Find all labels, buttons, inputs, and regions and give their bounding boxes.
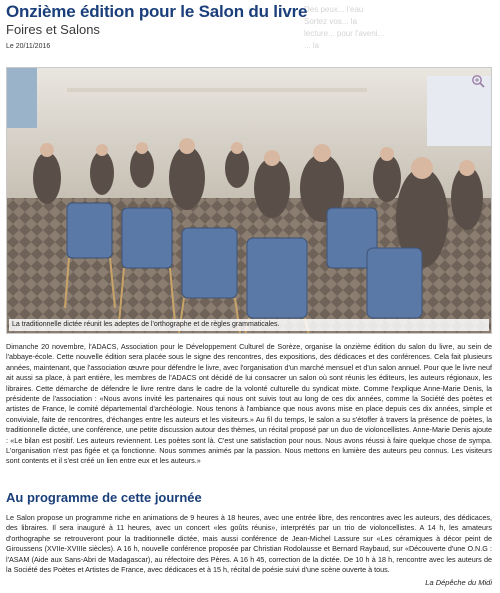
article-photo — [6, 67, 492, 334]
section-body: Le Salon propose un programme riche en animations de 9 heures à 18 heures, avec une entrée libre, des rencontres avec les auteurs, des dédicaces, des libraires. Il sera inauguré à 11 heures, avec un concert «les goûts réunis», interprétés par un trio de violoncellistes. A 14 h, les amateurs d'orthographe se retrouveront pour la traditionnelle dictée, mais aussi conférence de Jean-Michel Lassure sur «Les céramiques à décor peint de Giroussens (XVIIe-XVIIIe siècles). A 16 h, nouvelle conférence proposée par Christian Rodolausse et Bernard Raybaud, sur «Découverte d'une O.N.G : l'ASAM (Aide aux Sans-Abri de Madagascar), au réfectoire des Pères. A 16 h 45, correction de la dictée. De 10 h à 18 h, rencontre avec les auteurs de la Société des Poètes et Artistes de France, avec dédicaces et à 15 h, récital de poésie suivi d'une scène ouverte à tous. — [6, 513, 492, 575]
article-rubric: Foires et Salons — [6, 22, 100, 37]
ghost-line: Sortez vos... la — [304, 17, 357, 26]
photo-illustration — [7, 68, 492, 334]
background-ghost-text — [304, 4, 484, 58]
source-credit: La Dépêche du Midi — [425, 578, 492, 587]
ghost-line: lecture... pour l'aveni... — [304, 29, 385, 38]
section-title: Au programme de cette journée — [6, 490, 202, 505]
magnifier-plus-icon[interactable] — [471, 74, 485, 88]
article-date: Le 20/11/2016 — [6, 43, 51, 50]
article-headline: Onzième édition pour le Salon du livre — [6, 2, 308, 21]
photo-caption: La traditionnelle dictée réunit les adeptes de l'orthographe et de règles grammaticales. — [9, 319, 489, 331]
article-body: Dimanche 20 novembre, l'ADACS, Association pour le Développement Culturel de Sorèze, organise la onzième édition du salon du livre, au sein de l'abbaye-école. Cette nouvelle édition sera placée sous le signe des rencontres, des expositions, des dédicaces et des conférences. Cela fait plusieurs années, maintenant, que l'association œuvre pour défendre le livre, avec l'organisation d'un marché mensuel et d'un salon annuel. Pour que le livre neuf ait aussi sa place, à part entière, les membres de l'ADACS ont décidé de lui consacrer un salon où sont réunis les éditeurs, les auteurs régionaux, les libraires. Cette démarche de défendre le livre rentre dans le cadre de la volonté culturelle du syndicat mixte. Comme l'explique Anne-Marie Denis, la présidente de l'association : «Nous avons invité les partenaires qui nous ont suivis tout au long de ces dix années, comme la Société des poètes et artistes de France, le comité départemental d'archéologie. Nous tenons à l'ambiance que nous avons mise en place depuis ces dix années, simple et conviviale, faite de rencontres, d'échanges entre les auteurs et les visiteurs.» Au fil du temps, le salon a su s'étoffer à travers la présence de poètes, la traditionnelle dictée, une conférence, une petite discussion autour des thèmes, un récital proposé par un duo de violoncellistes. Anne-Marie Denis ajoute : «Le bilan est positif. Les auteurs reviennent. Les poètes sont là. C'est une satisfaction pour nous. Nous avons réussi à faire quelque chose de sympa. L'organisation n'est pas figée et ça fonctionne. Nous sommes animés par la passion. Nous mettons en lumière des auteurs peu connus. Les visiteurs sont contents et il s'est créé un lien entre eux et les auteurs.» — [6, 342, 492, 466]
ghost-line: ... la — [304, 41, 320, 50]
ghost-line: Des peux... l'eau — [304, 5, 364, 14]
